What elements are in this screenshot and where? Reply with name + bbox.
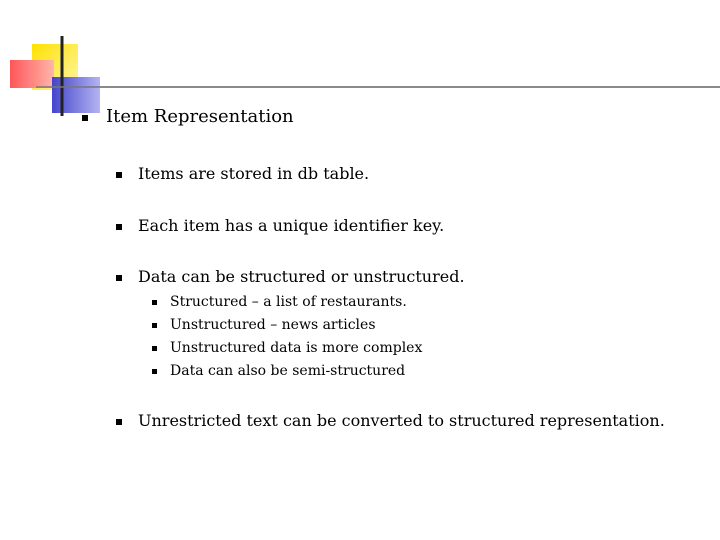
sub-bullet-icon — [152, 369, 157, 374]
point-unique-identifier: Each item has a unique identifier key. — [138, 216, 445, 235]
point-items-stored: Items are stored in db table. — [138, 164, 370, 183]
corner-decoration — [0, 0, 110, 120]
sub-bullet-icon — [152, 346, 157, 351]
subpoint-unstructured-complex: Unstructured data is more complex — [170, 340, 423, 356]
subpoint-structured: Structured – a list of restaurants. — [170, 294, 407, 310]
point-structured-unstructured: Data can be structured or unstructured. — [138, 267, 465, 286]
point-unrestricted-text: Unrestricted text can be converted to structured representation. — [138, 411, 665, 430]
subpoint-unstructured-news: Unstructured – news articles — [170, 317, 376, 333]
heading-bullet-icon — [82, 115, 88, 121]
bullet-icon — [116, 275, 122, 281]
red-bar — [10, 60, 54, 88]
slide-heading: Item Representation — [106, 106, 294, 127]
sub-bullet-icon — [152, 323, 157, 328]
sub-bullet-icon — [152, 300, 157, 305]
bullet-icon — [116, 224, 122, 230]
blue-bar — [52, 77, 100, 113]
subpoint-semi-structured: Data can also be semi-structured — [170, 363, 406, 379]
bullet-icon — [116, 172, 122, 178]
header-rule — [100, 86, 720, 88]
bullet-icon — [116, 419, 122, 425]
